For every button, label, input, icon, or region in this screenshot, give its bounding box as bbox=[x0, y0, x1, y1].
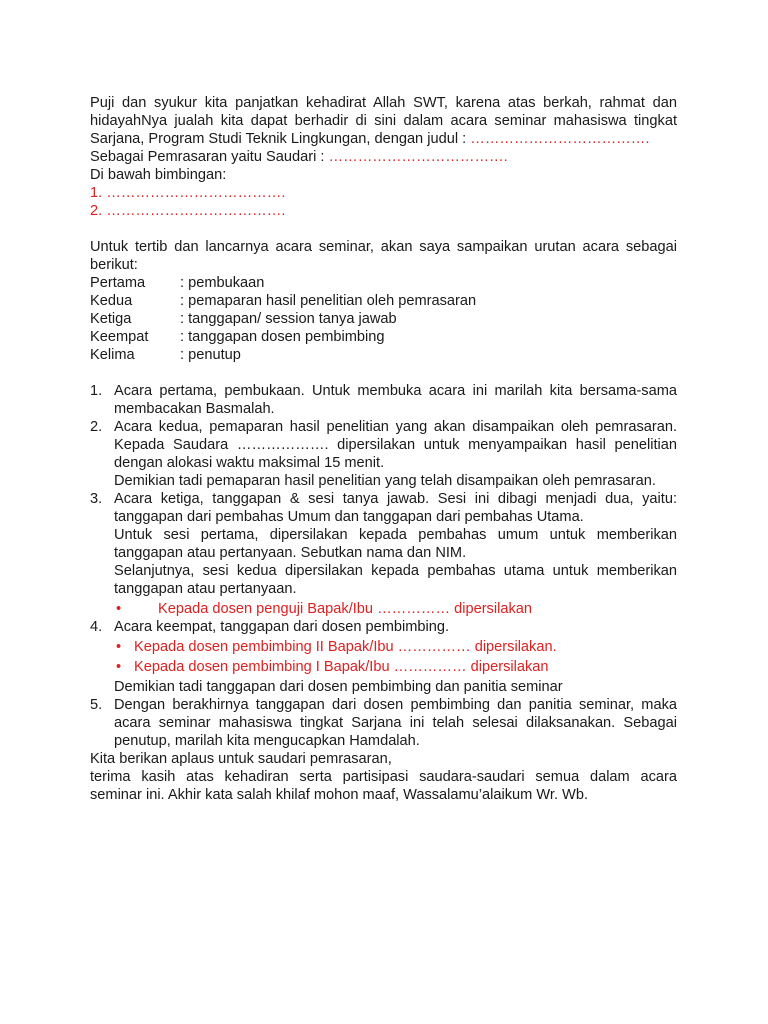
supervisor-2-invitation: • Kepada dosen pembimbing II Bapak/Ibu …………… dipersilakan. bbox=[116, 639, 557, 655]
closing-line: Kita berikan aplaus untuk saudari pemrasaran, bbox=[90, 751, 392, 767]
intro-line-presenter: Sebagai Pemrasaran yaitu Saudari : ………………………………. bbox=[90, 149, 508, 165]
advisor-1-placeholder: 1. ………………………………. bbox=[90, 185, 286, 201]
list-item: 1. Acara pertama, pembukaan. Untuk membuka acara ini marilah kita bersama-sama membacakan Basmalah. bbox=[90, 383, 677, 417]
title-placeholder: ………………………………. bbox=[470, 131, 650, 147]
schedule-row: Keempat : tanggapan dosen pembimbing bbox=[90, 329, 385, 345]
examiner-invitation: • Kepada dosen penguji Bapak/Ibu …………… dipersilakan bbox=[116, 601, 532, 617]
schedule-row: Kelima : penutup bbox=[90, 347, 241, 363]
presenter-placeholder: ………………………………. bbox=[328, 149, 508, 165]
list-item: 2. Acara kedua, pemaparan hasil penelitian yang akan disampaikan oleh pemrasaran. Kepada Saudara ………………. dipersilakan untuk menyampaikan hasil penelitian dengan alokasi waktu maksimal 15 menit. Demikian tadi pemaparan hasil penelitian yang telah disampaikan oleh pemrasaran. bbox=[90, 419, 677, 489]
closing-line: terima kasih atas kehadiran serta partisipasi saudara-saudari semua dalam acara bbox=[90, 769, 677, 785]
list-item: 3. Acara ketiga, tanggapan & sesi tanya jawab. Sesi ini dibagi menjadi dua, yaitu: tanggapan dari pembahas Umum dan tanggapan dari pembahas Utama. Untuk sesi pertama, dipersilakan kepada pembahas umum untuk memberikan tanggapan atau pertanyaan. Sebutkan nama dan NIM. Selanjutnya, sesi kedua dipersilakan kepada pembahas utama untuk memberikan tanggapan atau pertanyaan. • Kepada dosen penguji Bapak/Ibu …………… dipersilakan bbox=[90, 491, 677, 617]
supervisor-1-invitation: • Kepada dosen pembimbing I Bapak/Ibu …………… dipersilakan bbox=[116, 659, 549, 675]
schedule-row: Kedua : pemaparan hasil penelitian oleh pemrasaran bbox=[90, 293, 477, 309]
advisor-2-placeholder: 2. ………………………………. bbox=[90, 203, 286, 219]
schedule-table bbox=[90, 274, 677, 364]
supervision-heading: Di bawah bimbingan: bbox=[90, 167, 227, 183]
schedule-row: Pertama : pembukaan bbox=[90, 275, 265, 291]
list-item: 4. Acara keempat, tanggapan dari dosen pembimbing. • Kepada dosen pembimbing II Bapak/Ibu …………… dipersilakan. • Kepada dosen pembimbing I Bapak/Ibu …………… dipersilakan Demikian tadi tanggapan dari dosen pembimbing dan panitia seminar bbox=[90, 618, 677, 696]
intro-line: Puji dan syukur kita panjatkan kehadirat Allah SWT, karena atas berkah, rahmat dan bbox=[90, 95, 677, 111]
order-intro-cont: berikut: bbox=[90, 257, 138, 273]
intro-line: hidayahNya jualah kita dapat berhadir di sini dalam acara seminar mahasiswa tingkat bbox=[90, 113, 677, 129]
closing-line: seminar ini. Akhir kata salah khilaf mohon maaf, Wassalamu’alaikum Wr. Wb. bbox=[90, 787, 588, 803]
document-body bbox=[90, 94, 677, 804]
agenda-list bbox=[90, 382, 677, 750]
bullet-icon: • bbox=[116, 659, 122, 675]
intro-line-title: Sarjana, Program Studi Teknik Lingkungan, dengan judul : ………………………………. bbox=[90, 131, 650, 147]
schedule-row: Ketiga : tanggapan/ session tanya jawab bbox=[90, 311, 397, 327]
bullet-icon: • bbox=[116, 601, 122, 617]
order-intro: Untuk tertib dan lancarnya acara seminar, akan saya sampaikan urutan acara sebagai bbox=[90, 239, 677, 255]
bullet-icon: • bbox=[116, 639, 122, 655]
list-item: 5. Dengan berakhirnya tanggapan dari dosen pembimbing dan panitia seminar, maka acara seminar mahasiswa tingkat Sarjana ini telah selesai dilaksanakan. Sebagai penutup, marilah kita mengucapkan Hamdalah. bbox=[90, 697, 677, 749]
